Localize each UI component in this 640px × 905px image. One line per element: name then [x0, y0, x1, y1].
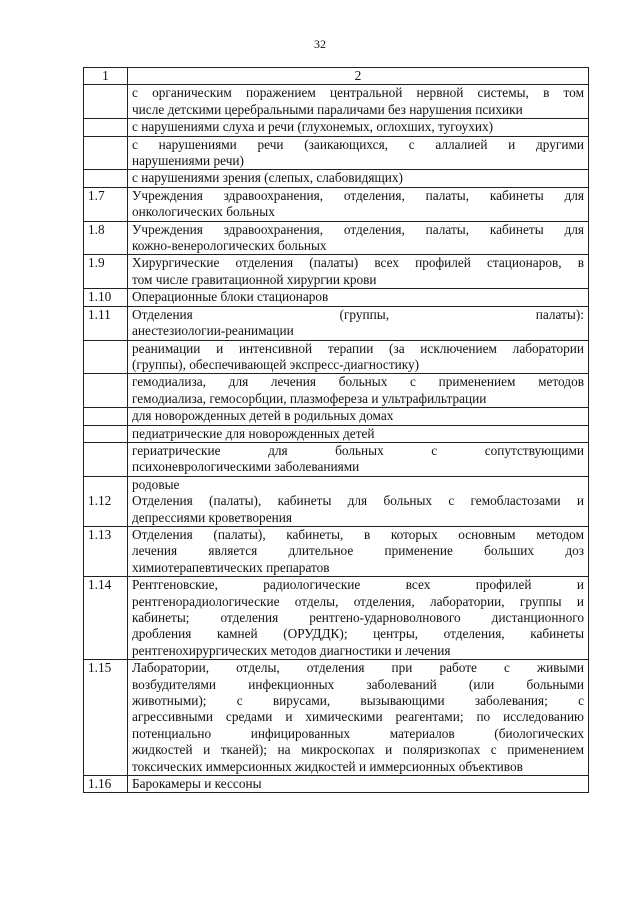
row-number [84, 340, 128, 374]
row-text [128, 340, 589, 374]
row-number: 1.11 [84, 306, 128, 340]
table-row [84, 660, 589, 776]
row-number [84, 85, 128, 119]
row-number: 1.12 [84, 476, 128, 526]
table-row [84, 289, 589, 306]
row-text [128, 85, 589, 119]
text-line: кабинеты; отделения рентгено-ударноволнового дистанционного [132, 610, 584, 625]
row-text [128, 476, 589, 526]
table-row [84, 442, 589, 476]
text-line: нарушениями речи) [132, 153, 244, 169]
text-line: депрессиями кроветворения [132, 509, 292, 525]
table-row [84, 476, 589, 526]
row-number [84, 374, 128, 408]
text-line: дробления камней (ОРУДДК); центры, отделения, кабинеты [132, 626, 584, 642]
row-number: 1.8 [84, 221, 128, 255]
row-text [128, 660, 589, 776]
text-line: педиатрические для новорожденных детей [132, 425, 375, 441]
row-number [84, 119, 128, 136]
table-row [84, 170, 589, 187]
text-line: с органическим поражением центральной нервной системы, в том [132, 85, 584, 101]
table-header-row [84, 68, 589, 85]
text-line: Отделения (палаты), кабинеты для больных с гемобластозами и [132, 493, 584, 509]
row-text [128, 136, 589, 170]
row-text [128, 577, 589, 660]
text-line: реанимации и интенсивной терапии (за исключением лаборатории [132, 340, 584, 356]
row-number: 1.16 [84, 776, 128, 793]
table-row [84, 340, 589, 374]
row-text [128, 119, 589, 136]
row-text [128, 187, 589, 221]
text-line: Хирургические отделения (палаты) всех профилей стационаров, в [132, 255, 584, 271]
row-number: 1.15 [84, 660, 128, 776]
text-line: онкологических больных [132, 204, 275, 220]
table-row [84, 306, 589, 340]
text-line: жидкостей и тканей); на микроскопах и поляризкопах с применением [132, 742, 584, 758]
text-line: (группы), обеспечивающей экспресс-диагностику) [132, 356, 420, 372]
row-text [128, 425, 589, 442]
text-line: животными); с вирусами, вызывающими заболевания; с [132, 693, 584, 709]
row-number: 1.9 [84, 255, 128, 289]
text-line: для новорожденных детей в родильных домах [132, 408, 394, 424]
text-line: анестезиологии-реанимации [132, 323, 294, 339]
header-col-2: 2 [128, 68, 589, 85]
row-number: 1.13 [84, 526, 128, 576]
text-line: Барокамеры и кессоны [132, 776, 262, 792]
table-row [84, 136, 589, 170]
text-line: родовые [132, 476, 180, 492]
text-line: Учреждения здравоохранения, отделения, палаты, кабинеты для [132, 221, 584, 237]
row-text [128, 306, 589, 340]
table-row [84, 577, 589, 660]
row-number [84, 442, 128, 476]
table-row [84, 425, 589, 442]
header-col-1: 1 [84, 68, 128, 85]
text-line: гемодиализа, для лечения больных с применением методов [132, 374, 584, 390]
row-number [84, 408, 128, 425]
text-line: рентгенорадиологические отделы, отделения, лаборатории, группы и [132, 593, 584, 609]
text-line: гемодиализа, гемосорбции, плазмофереза и ультрафильтрации [132, 390, 487, 406]
document-table [83, 67, 589, 793]
text-line: возбудителями инфекционных заболеваний (или больными [132, 676, 584, 692]
text-line: кожно-венерологических больных [132, 238, 327, 254]
row-number [84, 136, 128, 170]
text-line: агрессивными средами и химическими реагентами; по исследованию [132, 709, 584, 725]
row-text [128, 221, 589, 255]
text-line: Операционные блоки стационаров [132, 289, 329, 305]
table-row [84, 187, 589, 221]
page-number: 32 [314, 37, 326, 51]
text-line: с нарушениями зрения (слепых, слабовидящих) [132, 170, 403, 186]
table-row [84, 408, 589, 425]
text-line: психоневрологическими заболеваниями [132, 459, 360, 475]
text-line: рентгенохирургических методов диагностики и лечения [132, 642, 451, 658]
text-line: химиотерапевтических препаратов [132, 559, 330, 575]
row-text [128, 408, 589, 425]
text-line: токсических иммерсионных жидкостей и иммерсионных объективов [132, 758, 523, 774]
row-text [128, 526, 589, 576]
text-line: Учреждения здравоохранения, отделения, палаты, кабинеты для [132, 187, 584, 203]
row-number [84, 425, 128, 442]
row-number: 1.10 [84, 289, 128, 306]
text-line: том числе гравитационной хирургии крови [132, 271, 377, 287]
row-number: 1.7 [84, 187, 128, 221]
row-number: 1.14 [84, 577, 128, 660]
text-line: Рентгеновские, радиологические всех профилей и [132, 577, 584, 593]
row-text [128, 255, 589, 289]
table-row [84, 85, 589, 119]
text-line: потенциально инфицированных материалов (биологических [132, 725, 584, 741]
row-text [128, 374, 589, 408]
row-text [128, 776, 589, 793]
text-line: с нарушениями слуха и речи (глухонемых, оглохших, тугоухих) [132, 119, 494, 135]
table-row [84, 255, 589, 289]
text-line: гериатрические для больных с сопутствующими [132, 442, 584, 458]
text-line: Отделения (группы, палаты): [132, 306, 584, 322]
text-line: Лаборатории, отделы, отделения при работе с живыми [132, 660, 584, 676]
row-text [128, 170, 589, 187]
text-line: числе детскими церебральными параличами без нарушения психики [132, 101, 523, 117]
text-line: с нарушениями речи (заикающихся, с аллалией и другими [132, 136, 584, 152]
text-line: лечения является длительное применение больших доз [132, 543, 584, 559]
table-row [84, 374, 589, 408]
row-number [84, 170, 128, 187]
text-line: Отделения (палаты), кабинеты, в которых основным методом [132, 526, 584, 542]
table-row [84, 776, 589, 793]
table-row [84, 221, 589, 255]
row-text [128, 442, 589, 476]
table-row [84, 526, 589, 576]
table-row [84, 119, 589, 136]
row-text [128, 289, 589, 306]
